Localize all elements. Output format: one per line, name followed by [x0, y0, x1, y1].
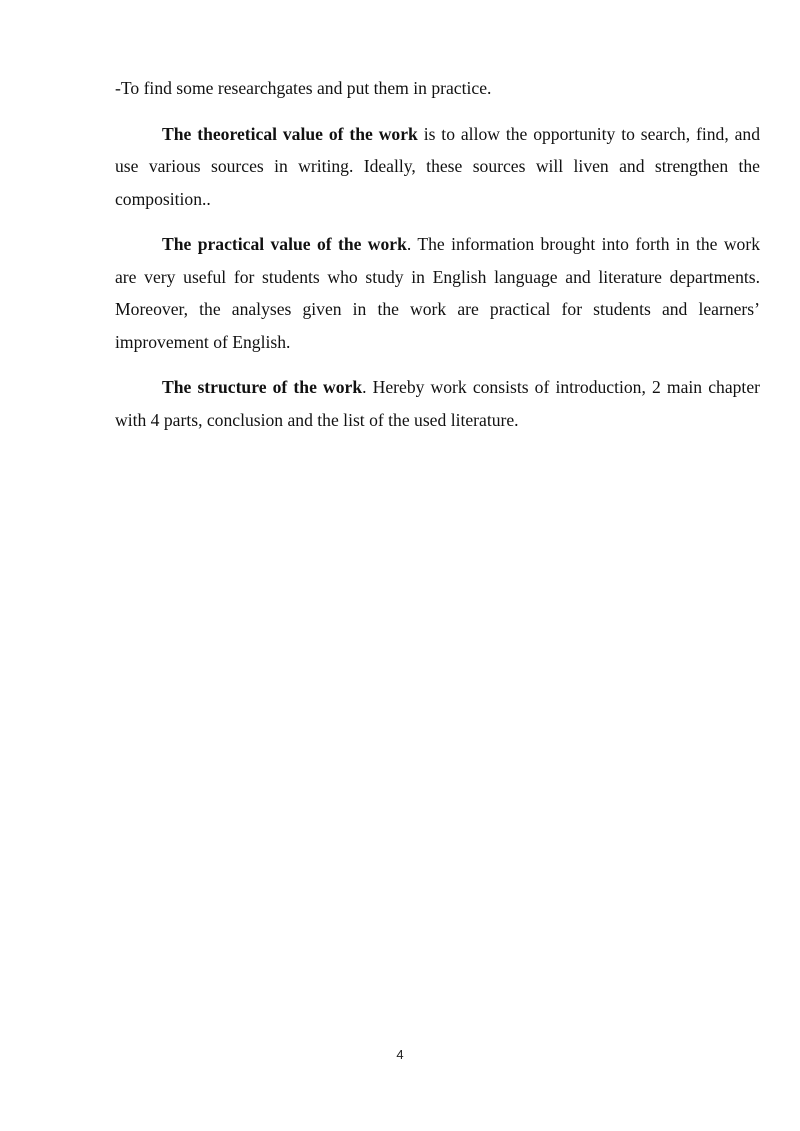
objective-line: -To find some researchgates and put them in practice.: [115, 78, 492, 98]
practical-value-paragraph: [115, 228, 760, 358]
practical-value-heading: The practical value of the work: [162, 234, 407, 254]
theoretical-value-heading: The theoretical value of the work: [162, 123, 418, 144]
page-number: 4: [396, 1047, 404, 1062]
practical-value-text: . The information brought into forth in the work are very useful for students who study in English language and literature departments. Moreover, the analyses given in the work are practical for students and learners’ improvement of English.: [115, 234, 760, 352]
theoretical-value-paragraph: [115, 118, 760, 216]
page-content: [115, 72, 760, 449]
structure-heading: The structure of the work: [162, 377, 363, 397]
structure-text: . Hereby work consists of introduction, 2 main chapter with 4 parts, conclusion and the list of the used literature.: [115, 377, 760, 430]
structure-paragraph: [115, 371, 760, 436]
theoretical-value-text: is to allow the opportunity to search, find, and use various sources in writing. Ideally, these sources will liven and strengthen the composition..: [115, 123, 760, 209]
